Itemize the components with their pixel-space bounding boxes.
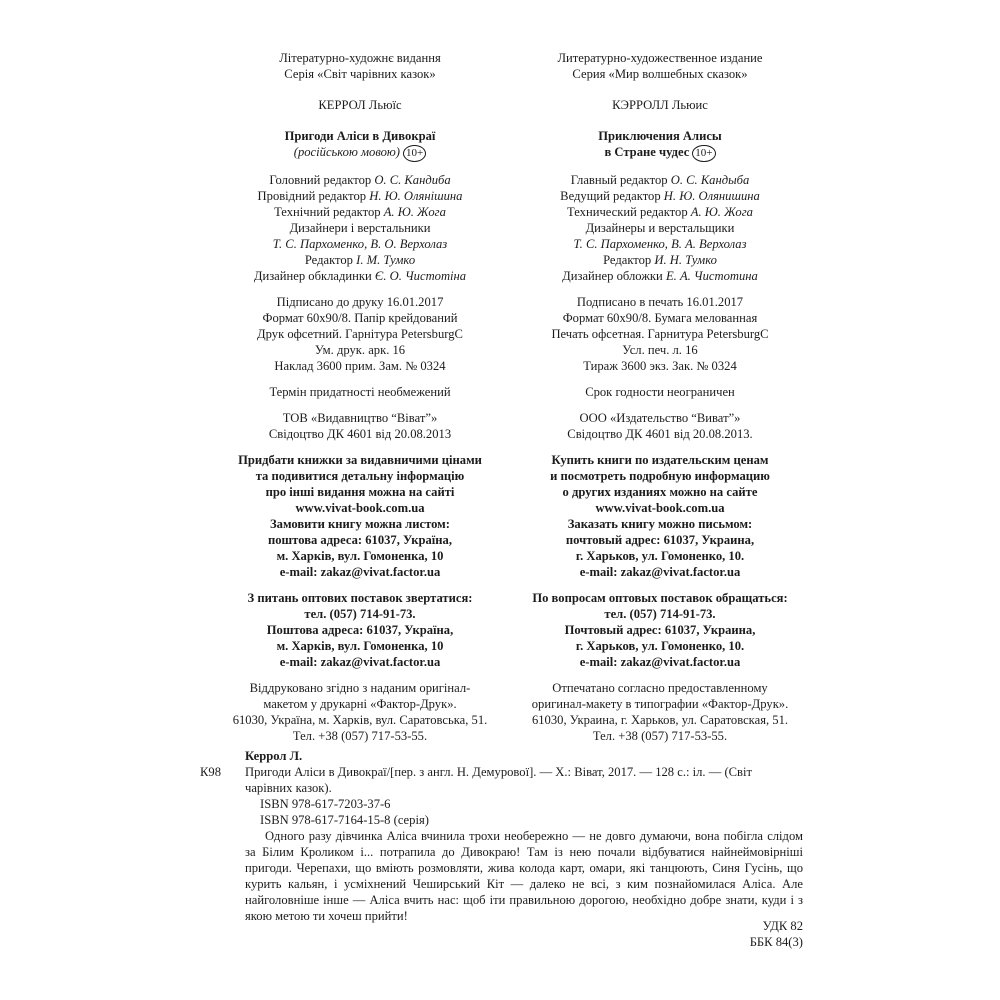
catalog-record [200,748,803,924]
staff-name: І. М. Тумко [356,253,416,267]
text-line: Друк офсетний. Гарнітура PetersburgC [257,327,463,341]
imprint-column-ukrainian [200,50,520,744]
text-line: Подписано в печать 16.01.2017 [576,295,744,309]
text-line: Тираж 3600 экз. Зак. № 0324 [583,359,737,373]
staff-row [200,220,520,236]
staff-role: Главный редактор [570,173,668,187]
text-line: Тел. +38 (057) 717-53-55. [592,729,728,743]
language-note: (російською мовою) [293,145,401,159]
book-title-line2 [500,144,820,162]
text-line: ТОВ «Видавництво “Віват”» [282,411,438,425]
text-line: Формат 60х90/8. Бумага мелованная [562,311,758,325]
text-line: Отпечатано согласно предоставленному [552,681,768,695]
print-info [500,294,820,374]
staff-name: Е. А. Чистотина [665,269,758,283]
staff-role: Редактор [603,253,652,267]
staff-row [200,268,520,284]
text-line: www.vivat-book.com.ua [595,501,725,515]
shelf-life: Срок годности неограничен [585,385,735,399]
printing-house-info [200,680,520,744]
text-line: оригинал-макету в типографии «Фактор-Друк». [531,697,789,711]
bibliographic-entry [200,764,803,780]
book-title-part2: в Стране чудес [604,145,690,159]
text-line: тел. (057) 714-91-73. [304,607,416,621]
text-line: e-mail: zakaz@vivat.factor.ua [279,565,441,579]
staff-role: Технічний редактор [274,205,381,219]
text-line: З питань оптових поставок звертатися: [247,591,473,605]
text-line: поштова адреса: 61037, Україна, [268,533,452,547]
bib-line-2: чарівних казок). [245,781,332,795]
edition-type: Литературно-художественное издание [557,51,763,65]
staff-name: Т. С. Пархоменко, В. О. Верхолаз [272,237,448,251]
author: КЭРРОЛЛ Льюис [612,98,708,112]
age-rating-badge: 10+ [403,145,426,162]
text-line: ООО «Издательство “Виват”» [579,411,741,425]
text-line: г. Харьков, ул. Гомоненко, 10. [575,639,745,653]
annotation: Одного разу дівчинка Аліса вчинила трохи необережно — не довго думаючи, вона побігла слідом за Білим Кроликом і... потрапила до Дивокраю! Там із нею почали відбуватися найнеймовірніші пригоди. Черепахи, що вміють розмовляти, жива колода карт, омари, які танцюють, Синя Гусінь, що курить кальян, і усміхнений Чеширський Кіт — далеко не всі, з ким познайомилася Аліса. Але найголовніше інше — Аліса вчить нас: щоб іти правильною дорогою, необхідно добре знати, куди і з якою метою ти хочеш прийти! [245,829,803,923]
text-line: м. Харків, вул. Гомоненка, 10 [276,549,444,563]
buy-info [200,452,520,580]
staff-row [500,236,820,252]
staff-row [500,204,820,220]
isbn: ISBN 978-617-7203-37-6 [260,797,391,811]
isbn-series: ISBN 978-617-7164-15-8 (серія) [260,813,429,827]
staff-name: Н. Ю. Олянішина [369,189,463,203]
text-line: По вопросам оптовых поставок обращаться: [532,591,788,605]
printing-house-info [500,680,820,744]
catalog-author: Керрол Л. [245,749,303,763]
series: Серия «Мир волшебных сказок» [572,67,748,81]
bib-line-1: Пригоди Аліси в Дивокраї/[пер. з англ. Н. Демурової]. — Х.: Віват, 2017. — 128 с.: іл. — (Світ [245,765,753,779]
staff-role: Провідний редактор [257,189,367,203]
book-title: Приключения Алисы [598,129,722,143]
classification-codes [750,918,803,950]
text-line: Тел. +38 (057) 717-53-55. [292,729,428,743]
text-line: 61030, Украина, г. Харьков, ул. Саратовская, 51. [531,713,789,727]
text-line: Печать офсетная. Гарнитура PetersburgC [551,327,769,341]
staff-name: О. С. Кандиба [374,173,451,187]
publisher-info [200,410,520,442]
author: КЕРРОЛ Льюїс [318,98,402,112]
staff-name: Є. О. Чистотіна [374,269,467,283]
staff-row [500,172,820,188]
udk-code: УДК 82 [762,919,803,933]
text-line: Підписано до друку 16.01.2017 [276,295,444,309]
text-line: Наклад 3600 прим. Зам. № 0324 [274,359,446,373]
text-line: макетом у друкарні «Фактор-Друк». [263,697,457,711]
text-line: Свідоцтво ДК 4601 від 20.08.2013. [567,427,753,441]
text-line: e-mail: zakaz@vivat.factor.ua [579,655,741,669]
staff-role: Дизайнер обложки [562,269,663,283]
text-line: Придбати книжки за видавничими цінами [238,453,482,467]
series: Серія «Світ чарівних казок» [284,67,436,81]
text-line: Ум. друк. арк. 16 [314,343,406,357]
staff-role: Ведущий редактор [560,189,661,203]
staff-name: А. Ю. Жога [690,205,753,219]
staff-name: Т. С. Пархоменко, В. А. Верхолаз [573,237,747,251]
print-info [200,294,520,374]
staff-role: Дизайнеры и верстальщики [585,221,735,235]
text-line: тел. (057) 714-91-73. [604,607,716,621]
text-line: м. Харків, вул. Гомоненка, 10 [276,639,444,653]
text-line: г. Харьков, ул. Гомоненко, 10. [575,549,745,563]
staff-row [500,268,820,284]
staff-row [200,172,520,188]
staff-role: Головний редактор [269,173,372,187]
text-line: Усл. печ. л. 16 [622,343,698,357]
publisher-info [500,410,820,442]
staff-row [500,188,820,204]
imprint-column-russian [500,50,820,744]
text-line: про інші видання можна на сайті [265,485,455,499]
staff-name: О. С. Кандыба [670,173,750,187]
staff-list [500,172,820,284]
staff-list [200,172,520,284]
text-line: Віддруковано згідно з наданим оригінал- [249,681,471,695]
text-line: о других изданиях можно на сайте [562,485,758,499]
text-line: Купить книги по издательским ценам [551,453,769,467]
index-code: К98 [200,765,221,779]
staff-name: И. Н. Тумко [654,253,717,267]
staff-role: Дизайнер обкладинки [253,269,372,283]
text-line: Свідоцтво ДК 4601 від 20.08.2013 [268,427,452,441]
staff-row [200,204,520,220]
text-line: e-mail: zakaz@vivat.factor.ua [579,565,741,579]
text-line: www.vivat-book.com.ua [295,501,425,515]
text-line: та подивитися детальну інформацію [255,469,465,483]
staff-name: Н. Ю. Олянишина [663,189,760,203]
staff-row [200,236,520,252]
text-line: Поштова адреса: 61037, Україна, [266,623,454,637]
text-line: Почтовый адрес: 61037, Украина, [564,623,756,637]
text-line: 61030, Україна, м. Харків, вул. Саратовська, 51. [232,713,488,727]
wholesale-info [500,590,820,670]
bbk-code: ББК 84(3) [749,935,803,949]
language-note-line [200,144,520,162]
staff-role: Дизайнери і верстальники [289,221,431,235]
staff-row [500,252,820,268]
shelf-life: Термін придатності необмежений [269,385,451,399]
edition-type: Літературно-художнє видання [279,51,441,65]
text-line: Замовити книгу можна листом: [270,517,450,531]
staff-name: А. Ю. Жога [383,205,446,219]
staff-row [200,188,520,204]
buy-info [500,452,820,580]
text-line: и посмотреть подробную информацию [550,469,770,483]
staff-row [200,252,520,268]
age-rating-badge: 10+ [692,145,715,162]
text-line: e-mail: zakaz@vivat.factor.ua [279,655,441,669]
staff-row [500,220,820,236]
staff-role: Технический редактор [567,205,688,219]
text-line: почтовый адрес: 61037, Украина, [565,533,755,547]
wholesale-info [200,590,520,670]
text-line: Формат 60х90/8. Папір крейдований [262,311,458,325]
book-title: Пригоди Аліси в Дивокраї [284,129,436,143]
text-line: Заказать книгу можно письмом: [567,517,753,531]
staff-role: Редактор [304,253,353,267]
